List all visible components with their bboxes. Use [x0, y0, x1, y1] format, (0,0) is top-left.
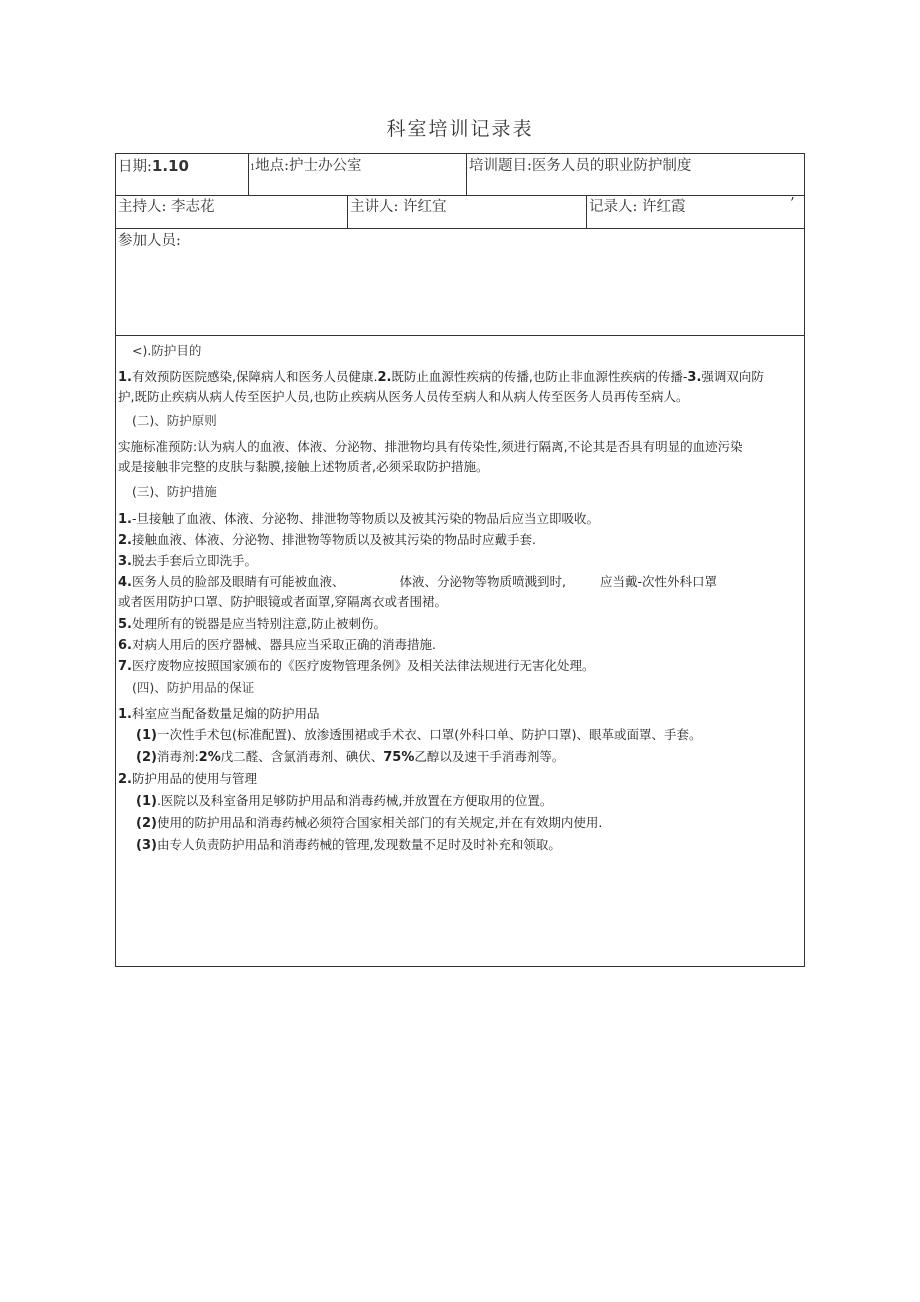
- host-label: 主持人:: [118, 199, 167, 215]
- recorder-value: 许红霞: [642, 199, 686, 215]
- topic-label: 培训题目:: [469, 158, 532, 174]
- section-3-title: (三)、防护措施: [132, 484, 217, 499]
- measure-item-4: 4.医务人员的脸部及眼睛有可能被血液、 体液、分泌物等物质喷溅到时, 应当戴-次性外科口罩: [118, 574, 717, 590]
- host-field: [118, 197, 215, 217]
- recorder-label: 记录人:: [589, 199, 638, 215]
- date-label: 日期:: [118, 159, 152, 175]
- date-field: [118, 156, 189, 177]
- row-divider-3: [116, 335, 804, 336]
- page-title: 科室培训记录表: [386, 118, 534, 140]
- speaker-label: 主讲人:: [350, 199, 399, 215]
- row-divider-2: [116, 228, 804, 229]
- training-record-form: [115, 153, 805, 967]
- host-value: 李志花: [171, 199, 215, 215]
- measure-item-3: 3.脱去手套后立即洗手。: [118, 553, 257, 569]
- date-value: 1.10: [151, 157, 189, 175]
- speaker-field: [350, 197, 447, 217]
- measure-item-2: 2.接触血液、体液、分泌物、排泄物等物质以及被其污染的物品时应戴手套.: [118, 532, 536, 548]
- col-divider-date: [248, 154, 249, 195]
- recorder-mark: ’: [790, 196, 795, 212]
- col-divider-place: [466, 154, 467, 195]
- measure-item-1: 1.-旦接触了血液、体液、分泌物、排泄物等物质以及被其污染的物品后应当立即吸收。: [118, 511, 599, 527]
- topic-field: [469, 156, 691, 176]
- col-divider-speaker: [586, 195, 587, 228]
- section-1-line-1: 1.有效预防医院感染,保障病人和医务人员健康.2.既防止血源性疾病的传播,也防止非血源性疾病的传播-3.强调双向防: [118, 369, 764, 385]
- measure-item-7: 7.医疗废物应按照国家颁布的《医疗废物管理条例》及相关法律法规进行无害化处理。: [118, 658, 595, 674]
- speaker-value: 许红宜: [403, 199, 447, 215]
- place-value: 护士办公室: [288, 158, 362, 174]
- measure-item-4-cont: 或者医用防护口罩、防护眼镜或者面罩,穿隔离衣或者围裙。: [118, 594, 447, 609]
- section-2-line-1: 实施标准预防:认为病人的血液、体液、分泌物、排泄物均具有传染性,须进行隔离,不论其是否具有明显的血迹污染: [118, 439, 743, 454]
- section-1-line-2: 护,既防止疾病从病人传至医护人员,也防止疾病从医务人员传至病人和从病人传至医务人员再传至病人。: [118, 389, 689, 404]
- place-field: [250, 156, 361, 178]
- supplies-item-1b: (2)消毒剂:2%戊二醛、含氯消毒剂、碘伏、75%乙醇以及速干手消毒剂等。: [136, 749, 565, 765]
- supplies-item-2c: (3)由专人负责防护用品和消毒药械的管理,发现数量不足时及时补充和领取。: [136, 837, 561, 853]
- row-divider-1: [116, 195, 804, 196]
- topic-value: 医务人员的职业防护制度: [531, 158, 692, 174]
- supplies-item-1: 1.科室应当配备数量足煽的防护用品: [118, 706, 320, 722]
- supplies-item-2: 2.防护用品的使用与管理: [118, 771, 257, 787]
- measure-item-6: 6.对病人用后的医疗器械、器具应当采取正确的消毒措施.: [118, 637, 436, 653]
- col-divider-host: [347, 195, 348, 228]
- place-mark: 1: [250, 163, 256, 172]
- place-label: 地点:: [255, 158, 289, 174]
- section-4-title: (四)、防护用品的保证: [132, 680, 255, 695]
- supplies-item-2a: (1).医院以及科室备用足够防护用品和消毒药械,并放置在方便取用的位置。: [136, 793, 553, 809]
- supplies-item-2b: (2)使用的防护用品和消毒药械必须符合国家相关部门的有关规定,并在有效期内使用.: [136, 815, 603, 831]
- measure-item-5: 5.处理所有的锐器是应当特别注意,防止被刺伤。: [118, 616, 386, 632]
- section-2-title: (二)、防护原则: [132, 413, 217, 428]
- participants-label: 参加人员:: [118, 233, 181, 249]
- section-2-line-2: 或是接触非完整的皮肤与黏膜,接触上述物质者,必须采取防护措施。: [118, 459, 489, 474]
- supplies-item-1a: (1)一次性手术包(标准配置)、放渗透围裙或手术衣、口罩(外科口单、防护口罩)、眼革或面罩、手套。: [136, 727, 702, 743]
- recorder-field: [589, 197, 686, 217]
- section-1-title: <).防护目的: [132, 343, 202, 358]
